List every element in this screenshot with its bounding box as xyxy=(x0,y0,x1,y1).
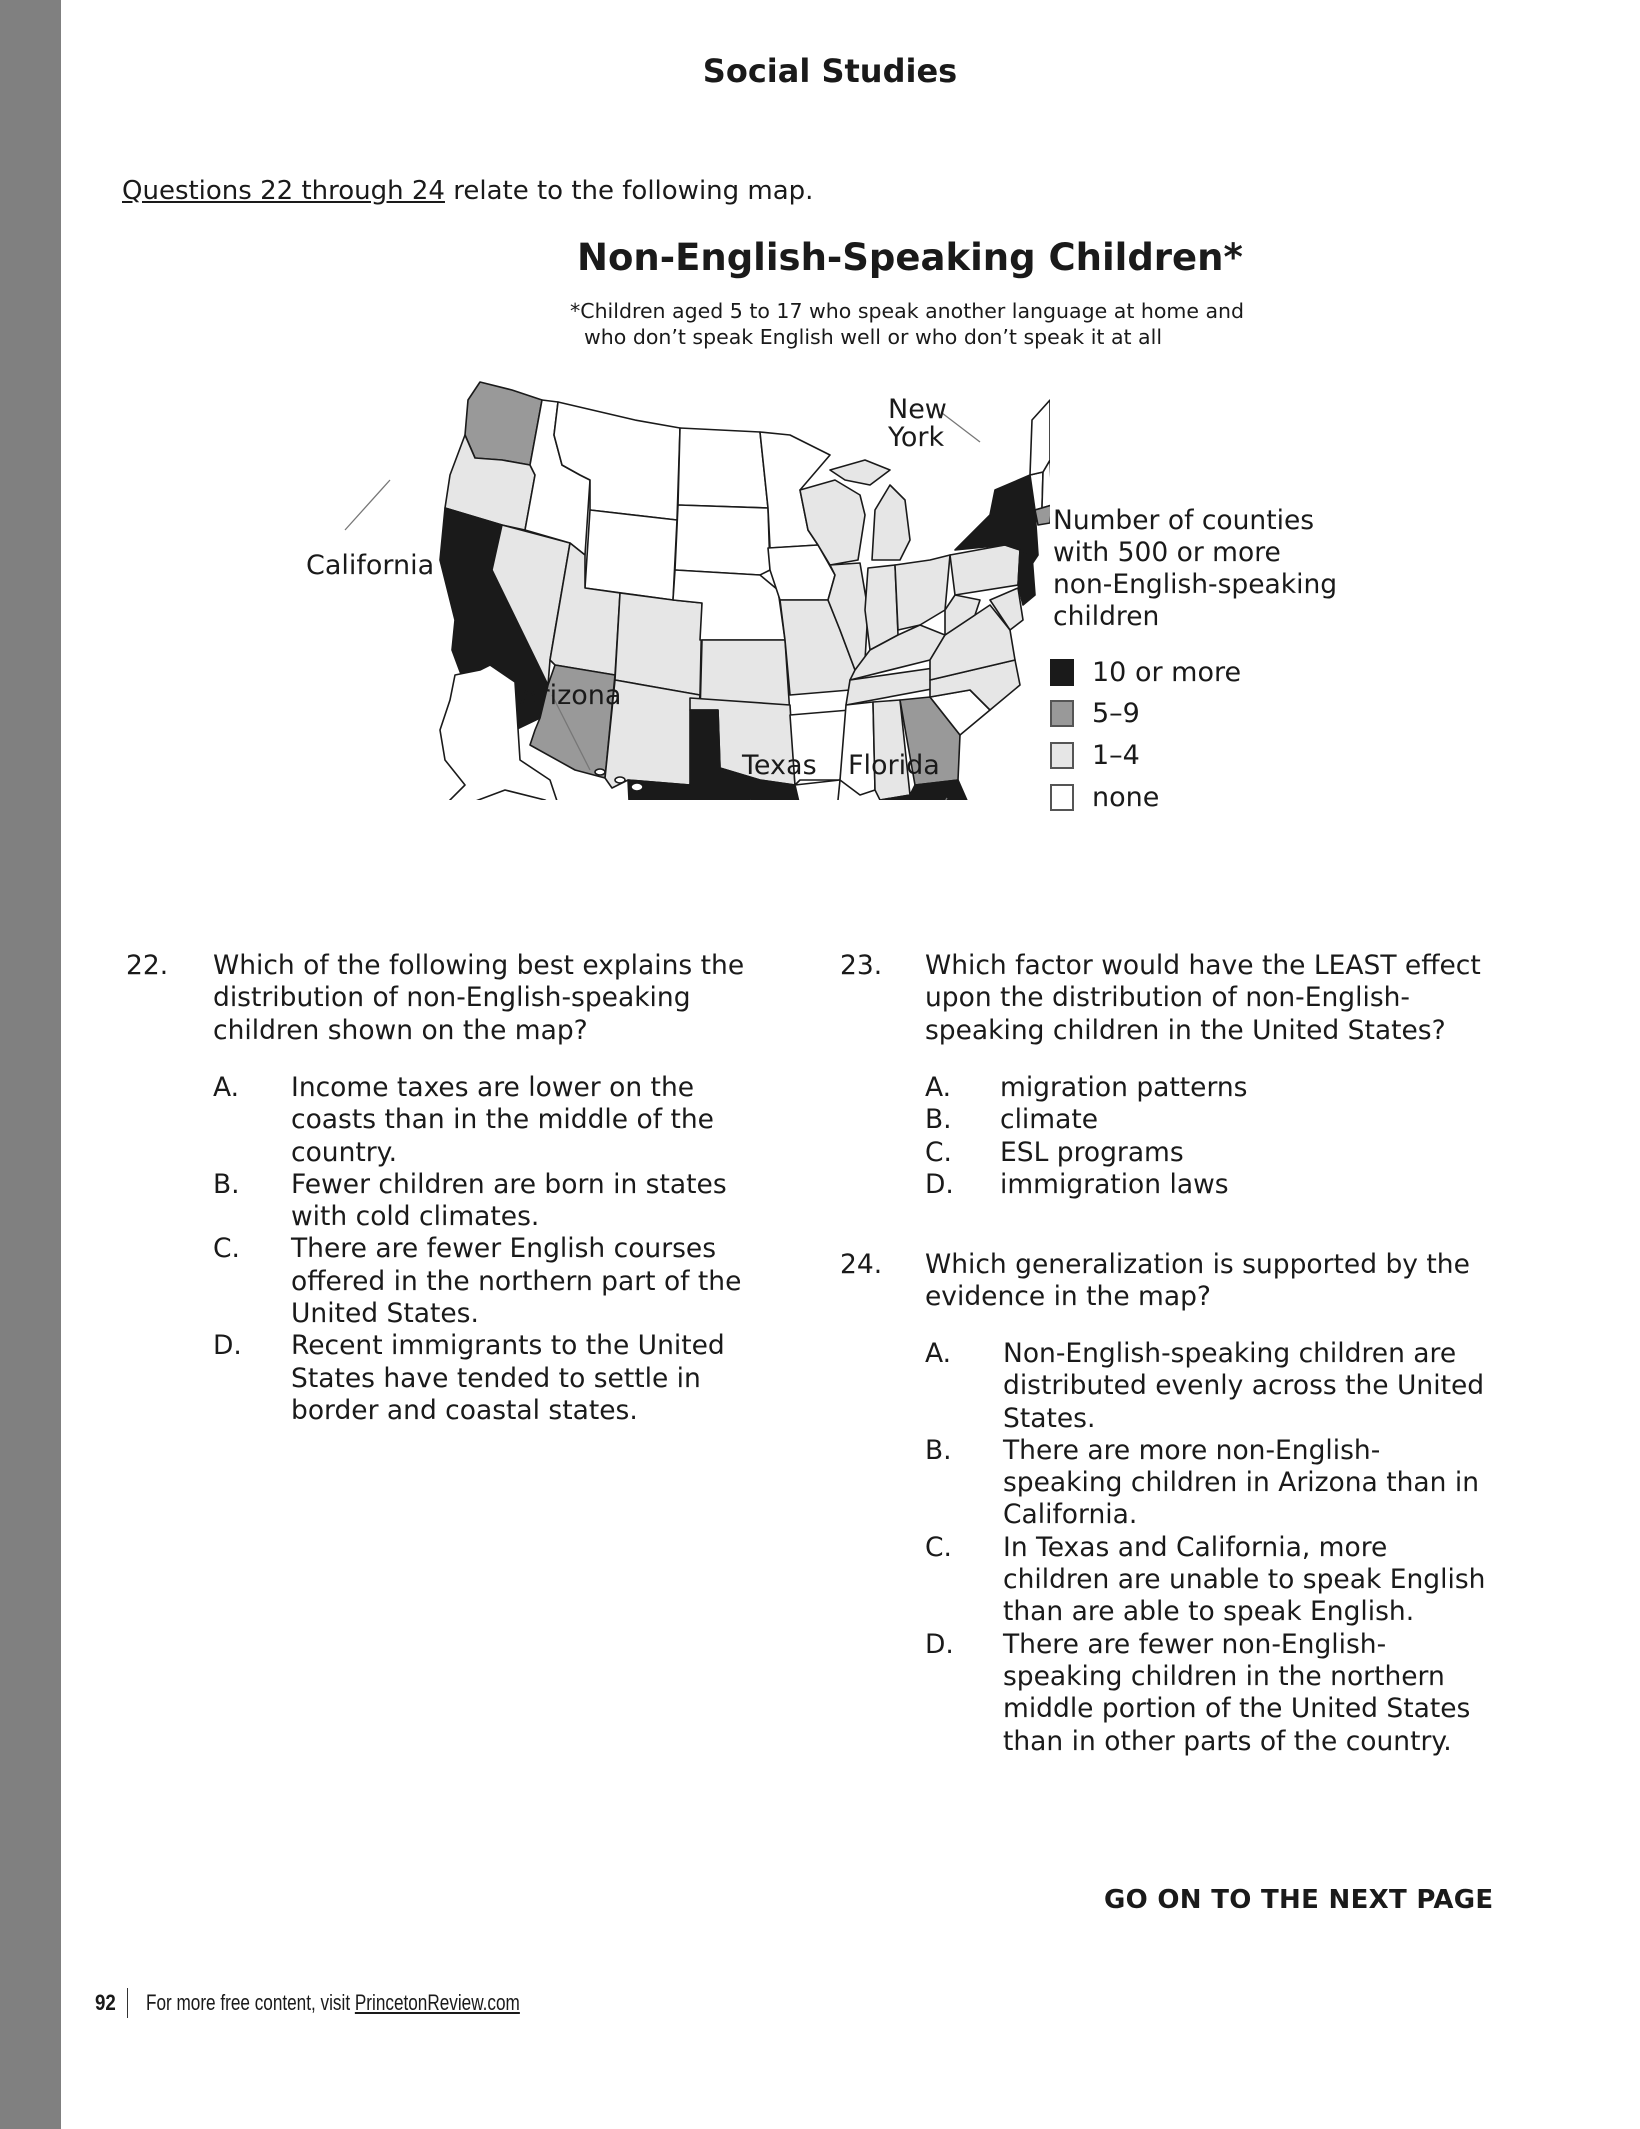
option-text: There are fewer English courses xyxy=(291,1233,717,1265)
legend-item-10-or-more xyxy=(1050,656,1241,688)
state-michigan xyxy=(872,485,910,560)
stem-line: evidence in the map? xyxy=(925,1281,1212,1313)
legend-title xyxy=(1053,505,1337,633)
question-stem xyxy=(213,950,744,1047)
option-a[interactable] xyxy=(925,1072,1485,1104)
option-text: Fewer children are born in states xyxy=(291,1168,727,1200)
option-c[interactable] xyxy=(213,1233,753,1330)
option-text: ESL programs xyxy=(1000,1136,1184,1168)
us-map xyxy=(290,360,1050,800)
legend-swatch-black xyxy=(1050,659,1074,686)
label-new-york-line-1: New xyxy=(888,394,947,425)
option-d[interactable] xyxy=(213,1330,753,1427)
legend-item-5-9 xyxy=(1050,697,1140,729)
legend-swatch-gray xyxy=(1050,700,1074,727)
stem-line: Which factor would have the LEAST effect xyxy=(925,950,1481,981)
question-number: 24. xyxy=(840,1249,883,1280)
option-letter: A. xyxy=(213,1072,240,1103)
option-b[interactable] xyxy=(925,1104,1485,1136)
map-footnote xyxy=(570,298,1244,350)
option-text: speaking children in the northern xyxy=(1003,1660,1445,1692)
option-letter: D. xyxy=(213,1330,242,1362)
question-range: Questions 22 through 24 xyxy=(122,176,445,206)
option-text: country. xyxy=(291,1136,397,1168)
option-text: than are able to speak English. xyxy=(1003,1596,1415,1628)
question-stem xyxy=(925,950,1481,1047)
map-footnote-line-1: *Children aged 5 to 17 who speak another language at home and xyxy=(570,299,1245,323)
option-text: offered in the northern part of the xyxy=(291,1265,742,1297)
state-michigan-upper xyxy=(830,460,890,485)
option-letter: B. xyxy=(213,1168,240,1200)
page-number: 92 xyxy=(95,1990,116,2015)
option-letter: C. xyxy=(925,1136,952,1168)
option-letter: D. xyxy=(925,1168,954,1200)
option-text: Income taxes are lower on the xyxy=(291,1072,695,1103)
legend-swatch-white xyxy=(1050,784,1074,811)
option-text: migration patterns xyxy=(1000,1072,1248,1103)
page-edge-bar xyxy=(0,0,61,2129)
footer-text xyxy=(146,1990,520,2016)
label-new-york-line-2: York xyxy=(888,422,945,453)
option-text: Non-English-speaking children are xyxy=(1003,1338,1457,1369)
state-maine xyxy=(1030,400,1050,475)
state-mississippi xyxy=(840,702,875,795)
legend-label: 10 or more xyxy=(1092,656,1242,688)
option-b[interactable] xyxy=(925,1435,1505,1532)
page-footer xyxy=(95,1988,626,2018)
state-north-dakota xyxy=(678,428,768,508)
footer-divider xyxy=(127,1988,128,2018)
princeton-review-link[interactable]: PrincetonReview.com xyxy=(355,1990,521,2015)
option-letter: C. xyxy=(213,1233,240,1265)
legend-item-none xyxy=(1050,781,1159,813)
answer-options xyxy=(925,1072,1485,1201)
option-d[interactable] xyxy=(925,1629,1505,1758)
option-text: children are unable to speak English xyxy=(1003,1564,1486,1596)
option-b[interactable] xyxy=(213,1169,753,1234)
label-texas: Texas xyxy=(742,750,817,781)
legend-title-line: Number of counties xyxy=(1053,505,1315,536)
legend-title-line: non-English-speaking xyxy=(1053,569,1338,600)
option-text: middle portion of the United States xyxy=(1003,1693,1471,1725)
option-text: There are fewer non-English- xyxy=(1003,1628,1387,1660)
question-stem xyxy=(925,1249,1470,1314)
option-text: In Texas and California, more xyxy=(1003,1531,1388,1563)
option-text: States have tended to settle in xyxy=(291,1362,701,1394)
option-letter: A. xyxy=(925,1072,952,1103)
label-florida: Florida xyxy=(848,750,940,781)
state-pennsylvania xyxy=(950,545,1020,595)
option-text: States. xyxy=(1003,1402,1096,1434)
option-text: with cold climates. xyxy=(291,1201,540,1233)
option-text: than in other parts of the country. xyxy=(1003,1725,1452,1757)
stem-line: upon the distribution of non-English- xyxy=(925,982,1410,1014)
legend-swatch-light-gray xyxy=(1050,742,1074,769)
footer-promo-text: For more free content, visit xyxy=(146,1990,356,2015)
map-footnote-line-2: who don’t speak English well or who don’t speak it at all xyxy=(584,325,1163,349)
option-c[interactable] xyxy=(925,1532,1505,1629)
state-new-jersey xyxy=(1018,550,1035,605)
state-south-dakota xyxy=(675,505,770,575)
option-letter: A. xyxy=(925,1338,952,1369)
option-text: California. xyxy=(1003,1499,1138,1531)
option-text: United States. xyxy=(291,1298,479,1330)
section-title: Social Studies xyxy=(702,52,958,90)
legend-label: 5–9 xyxy=(1092,697,1140,729)
label-california: California xyxy=(306,550,435,581)
state-wyoming xyxy=(585,510,677,600)
option-c[interactable] xyxy=(925,1137,1485,1169)
option-text: border and coastal states. xyxy=(291,1394,638,1426)
intro-line xyxy=(122,176,813,206)
answer-options xyxy=(213,1072,753,1427)
stem-line: speaking children in the United States? xyxy=(925,1014,1446,1046)
option-text: Recent immigrants to the United xyxy=(291,1330,725,1362)
option-letter: D. xyxy=(925,1628,954,1660)
map-title: Non-English-Speaking Children* xyxy=(577,236,1243,279)
stem-line: children shown on the map? xyxy=(213,1014,588,1046)
state-ohio xyxy=(895,555,950,630)
option-letter: C. xyxy=(925,1531,952,1563)
label-arizona: Arizona xyxy=(520,680,622,711)
legend-label: none xyxy=(1092,781,1160,813)
option-text: immigration laws xyxy=(1000,1168,1229,1200)
answer-options xyxy=(925,1338,1505,1758)
question-number: 23. xyxy=(840,950,883,981)
leader-new-york xyxy=(942,413,980,442)
label-new-york xyxy=(888,396,947,452)
legend-title-line: children xyxy=(1053,601,1160,632)
question-number: 22. xyxy=(126,950,169,981)
legend-label: 1–4 xyxy=(1092,739,1140,771)
option-text: distributed evenly across the United xyxy=(1003,1370,1485,1402)
stem-line: distribution of non-English-speaking xyxy=(213,982,691,1014)
option-d[interactable] xyxy=(925,1169,1485,1201)
stem-line: Which of the following best explains the xyxy=(213,950,745,981)
option-letter: B. xyxy=(925,1104,952,1136)
option-text: There are more non-English- xyxy=(1003,1434,1381,1466)
stem-line: Which generalization is supported by the xyxy=(925,1249,1470,1280)
intro-rest: relate to the following map. xyxy=(444,176,814,206)
option-text: climate xyxy=(1000,1104,1099,1136)
legend-item-1-4 xyxy=(1050,739,1140,771)
option-text: coasts than in the middle of the xyxy=(291,1104,714,1136)
option-a[interactable] xyxy=(213,1072,753,1169)
option-letter: B. xyxy=(925,1434,952,1466)
option-a[interactable] xyxy=(925,1338,1505,1435)
leader-california xyxy=(345,480,390,530)
state-washington xyxy=(465,382,542,465)
go-on-next-page: GO ON TO THE NEXT PAGE xyxy=(1104,1885,1494,1915)
option-text: speaking children in Arizona than in xyxy=(1003,1467,1480,1499)
state-colorado xyxy=(615,593,702,695)
legend-title-line: with 500 or more xyxy=(1053,537,1281,568)
